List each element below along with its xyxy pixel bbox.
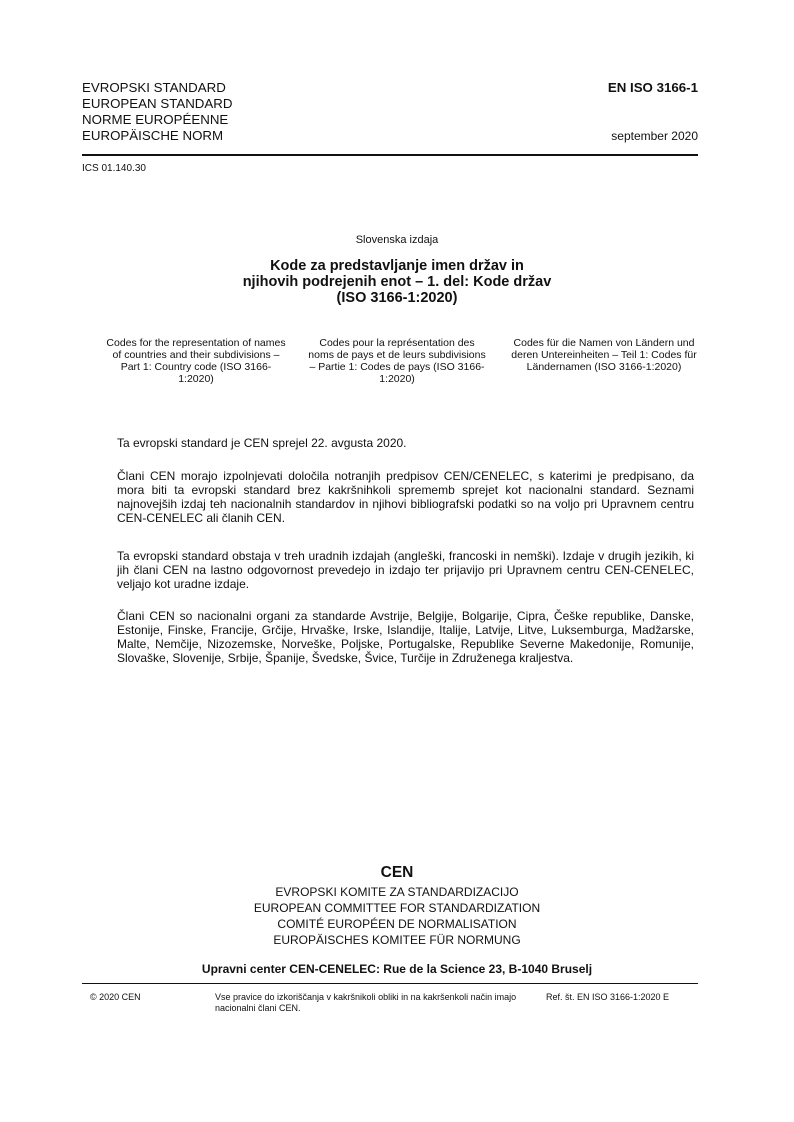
cen-name-line: EUROPEAN COMMITTEE FOR STANDARDIZATION [253, 901, 541, 915]
cen-name: CEN [380, 864, 414, 881]
header-divider [82, 154, 698, 156]
title-english: Codes for the representation of names of countries and their subdivisions – Part 1: Country code (ISO 3166-1:2020) [106, 337, 286, 385]
standard-number: EN ISO 3166-1 [607, 80, 698, 95]
paragraph-adoption: Ta evropski standard je CEN sprejel 22. avgusta 2020. [117, 436, 407, 450]
footer-divider [82, 983, 698, 984]
title-german: Codes für die Namen von Ländern und deren Untereinheiten – Teil 1: Codes für Ländernamen (ISO 3166-1:2020) [511, 337, 697, 373]
edition-label: Slovenska izdaja [355, 234, 439, 246]
paragraph-versions: Ta evropski standard obstaja v treh uradnih izdajah (angleški, francoski in nemški). Izdaje v drugih jezikih, ki jih člani CEN na lastno odgovornost prevedejo in izdajo ter prijavijo pri Upravnem centru CEN-CENELEC, veljajo kot uradne izdaje. [117, 549, 694, 591]
paragraph-obligations: Člani CEN morajo izpolnjevati določila notranjih predpisov CEN/CENELEC, s katerimi je predpisano, da mora biti ta evropski standard brez kakršnihkoli sprememb sprejet kot nacionalni standard. Seznami najnovejših izdaj teh nacionalnih standardov in njihovi bibliografski podatki so na voljo pri Upravnem centru CEN-CENELEC ali članih CEN. [117, 469, 694, 525]
cen-name-line: EUROPÄISCHES KOMITEE FÜR NORMUNG [273, 933, 521, 947]
standard-type-heading [82, 80, 232, 144]
ics-code: ICS 01.140.30 [82, 163, 146, 174]
reference-number: Ref. št. EN ISO 3166-1:2020 E [546, 992, 670, 1002]
heading-line: EUROPEAN STANDARD [82, 96, 233, 111]
title-french: Codes pour la représentation des noms de pays et de leurs subdivisions – Partie 1: Codes de pays (ISO 3166-1:2020) [308, 337, 486, 385]
management-centre-address: Upravni center CEN-CENELEC: Rue de la Science 23, B-1040 Bruselj [201, 962, 593, 976]
title-line: Kode za predstavljanje imen držav in [270, 258, 524, 274]
title-line: (ISO 3166-1:2020) [336, 290, 458, 306]
heading-line: NORME EUROPÉENNE [82, 112, 229, 127]
copyright: © 2020 CEN [90, 992, 141, 1002]
cen-name-line: EVROPSKI KOMITE ZA STANDARDIZACIJO [275, 885, 519, 899]
document-title [0, 258, 794, 306]
cen-name-line: COMITÉ EUROPÉEN DE NORMALISATION [277, 917, 517, 931]
paragraph-members: Člani CEN so nacionalni organi za standarde Avstrije, Belgije, Bolgarije, Cipra, Češke republike, Danske, Estonije, Finske, Francije, Grčije, Hrvaške, Irske, Islandije, Italije, Latvije, Litve, Luksemburga, Madžarske, Malte, Nemčije, Nizozemske, Norveške, Poljske, Portugalske, Republike Severne Makedonije, Romunije, Slovaške, Slovenije, Srbije, Španije, Švedske, Švice, Turčije in Združenega kraljestva. [117, 609, 694, 665]
heading-line: EUROPÄISCHE NORM [82, 128, 224, 143]
heading-line: EVROPSKI STANDARD [82, 80, 226, 95]
title-line: njihovih podrejenih enot – 1. del: Kode držav [242, 274, 552, 290]
publication-date: september 2020 [611, 129, 698, 143]
cen-full-names [0, 884, 794, 948]
rights-notice: Vse pravice do izkoriščanja v kakršnikoli obliki in na kakršenkoli način imajo nacionalni člani CEN. [215, 992, 517, 1013]
